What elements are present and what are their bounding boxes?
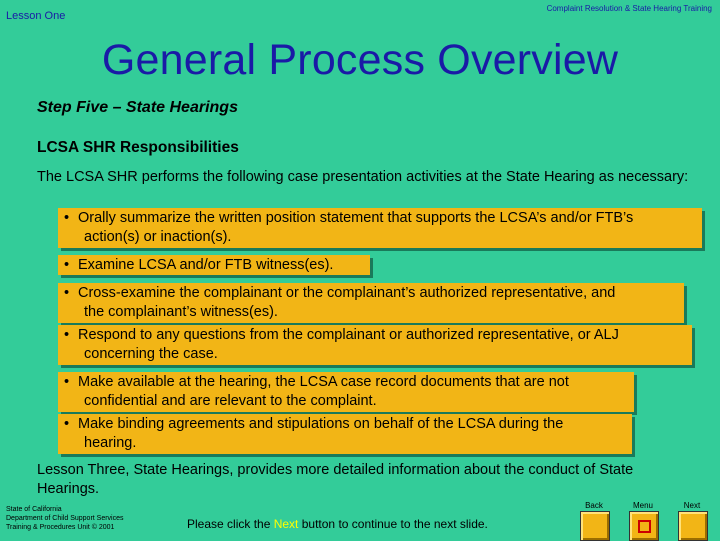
bullet-text: Make available at the hearing, the LCSA case record documents that are not [78, 374, 569, 390]
menu-label: Menu [632, 501, 653, 510]
bullet-text: Orally summarize the written position statement that supports the LCSA’s and/or FTB’s [78, 210, 634, 226]
bullet-text-cont: the complainant’s witness(es). [84, 304, 278, 320]
slide-title: General Process Overview [101, 36, 619, 84]
org-line: Department of Child Support Services [6, 515, 124, 522]
bullet-dot: • [64, 210, 70, 226]
next-keyword: Next [273, 517, 299, 531]
back-label: Back [585, 501, 603, 510]
org-line: State of California [6, 506, 62, 513]
bullet-text: Respond to any questions from the complainant or authorized representative, or ALJ [78, 327, 619, 343]
back-button[interactable] [580, 511, 610, 541]
next-label: Next [683, 501, 701, 510]
bullet-dot: • [64, 374, 70, 390]
footer-organization [6, 505, 124, 532]
bullet-text-cont: hearing. [84, 435, 137, 451]
bullet-text: Make binding agreements and stipulations on behalf of the LCSA during the [78, 416, 564, 432]
course-title: Complaint Resolution & State Hearing Training [546, 4, 712, 13]
continue-instruction [187, 517, 488, 531]
bullet-item [58, 414, 632, 454]
instruction-text: Please click the [187, 517, 274, 531]
bullet-dot: • [64, 327, 70, 343]
menu-square-icon [638, 520, 651, 533]
bullet-item [58, 283, 684, 323]
instruction-text: button to continue to the next slide. [298, 517, 488, 531]
org-line: Training & Procedures Unit © 2001 [6, 524, 115, 531]
next-button[interactable] [678, 511, 708, 541]
bullet-dot: • [64, 257, 70, 273]
bullet-item [58, 208, 702, 248]
step-heading: Step Five – State Hearings [37, 99, 238, 116]
bullet-item [58, 255, 370, 275]
bullet-text: Cross-examine the complainant or the complainant’s authorized representative, and [78, 285, 616, 301]
section-subheading: LCSA SHR Responsibilities [37, 139, 239, 156]
bullet-item [58, 372, 634, 412]
menu-button[interactable] [629, 511, 659, 541]
lesson-label: Lesson One [6, 10, 66, 22]
bullet-text-cont: action(s) or inaction(s). [84, 229, 232, 245]
bullet-dot: • [64, 416, 70, 432]
intro-text: The LCSA SHR performs the following case presentation activities at the State Hearing as necessary: [37, 169, 689, 185]
bullet-item [58, 325, 692, 365]
bullet-text-cont: confidential and are relevant to the complaint. [84, 393, 377, 409]
bullet-dot: • [64, 285, 70, 301]
bullet-text-cont: concerning the case. [84, 346, 218, 362]
bullet-text: Examine LCSA and/or FTB witness(es). [78, 257, 334, 273]
outro-text: Lesson Three, State Hearings, provides more detailed information about the conduct of State Hearings. [37, 462, 634, 497]
